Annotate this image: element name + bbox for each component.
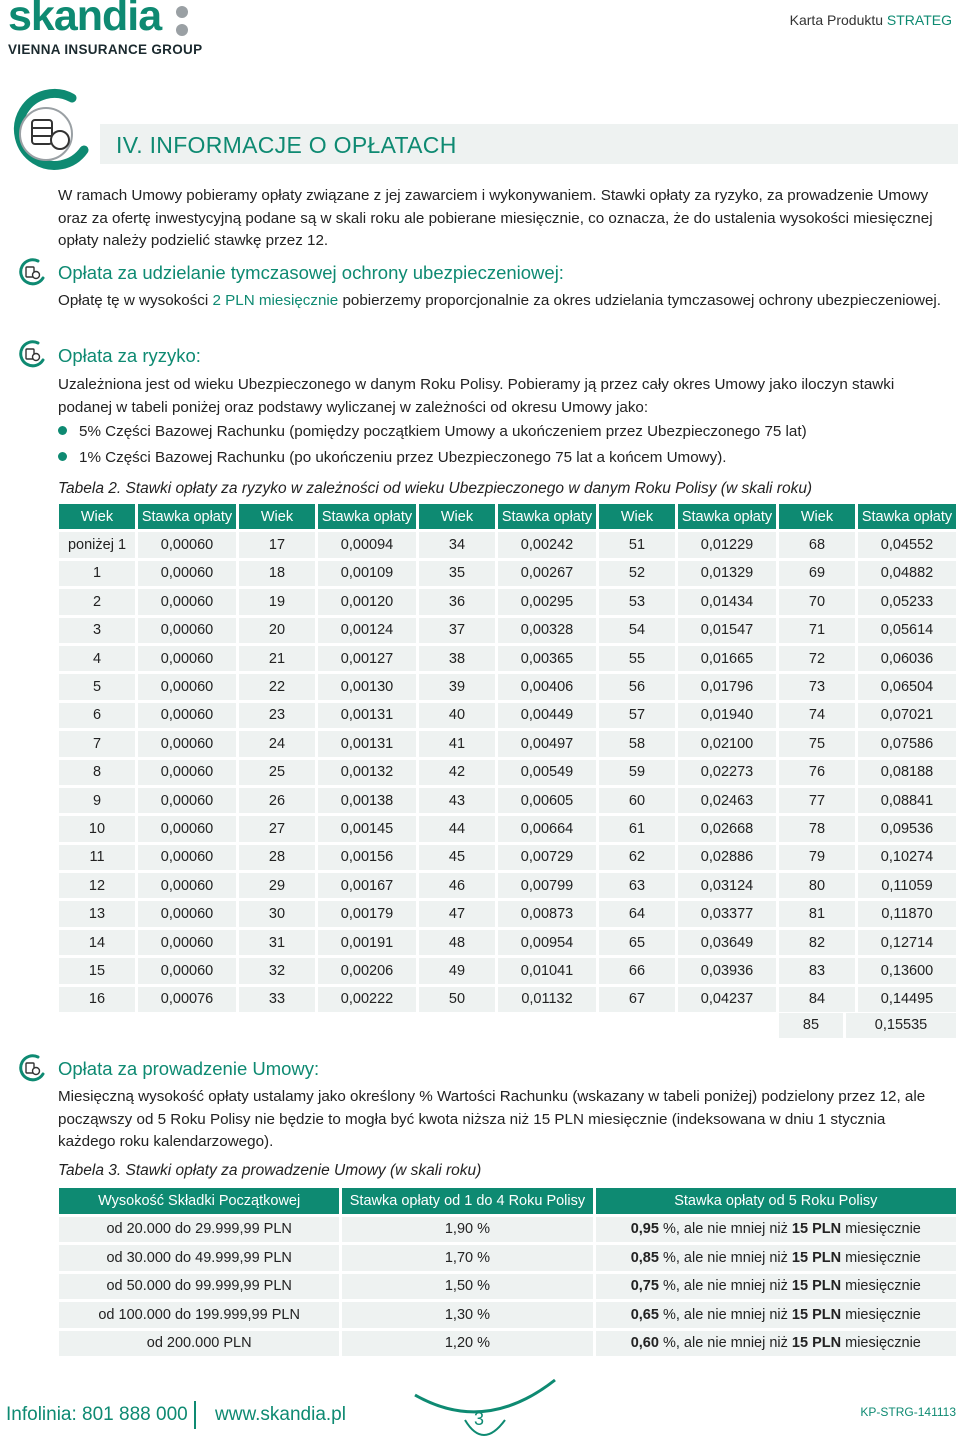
table-cell: 0,03124 [678, 873, 776, 898]
table-cell: 83 [779, 958, 855, 983]
table-cell: 36 [419, 589, 495, 614]
table-cell: 0,00156 [318, 845, 416, 870]
table-header-cell: Wiek [59, 504, 135, 529]
table-cell [596, 1302, 956, 1328]
later-amt: 15 PLN [791, 1278, 842, 1295]
table-cell: 0,00060 [138, 873, 236, 898]
table-cell: 0,09536 [858, 816, 956, 841]
table-cell: 0,00295 [498, 589, 596, 614]
table-cell: od 50.000 do 99.999,99 PLN [59, 1274, 339, 1300]
doc-label-text: Karta Produktu [789, 12, 884, 28]
table-cell: 15 [59, 958, 135, 983]
later-mid: %, ale nie mniej niż [658, 1249, 792, 1266]
table-header-cell: Wiek [779, 504, 855, 529]
table-cell: 0,02886 [678, 845, 776, 870]
table-cell: 0,08841 [858, 788, 956, 813]
table-header-cell: Wysokość Składki Początkowej [59, 1188, 339, 1214]
table-cell: 55 [599, 646, 675, 671]
fee3-heading: Opłata za prowadzenie Umowy: [58, 1058, 320, 1079]
skandia-logo [8, 0, 203, 62]
table-cell: 11 [59, 845, 135, 870]
table-cell: 69 [779, 561, 855, 586]
table-header-row [59, 504, 956, 529]
table-row [59, 1245, 956, 1271]
later-end: miesięcznie [841, 1335, 921, 1352]
footer-url-link[interactable]: www.skandia.pl [215, 1404, 346, 1425]
table-cell: 19 [239, 589, 315, 614]
fee2-paragraph: Uzależniona jest od wieku Ubezpieczonego w danym Roku Polisy. Pobieramy ją przez cały okres Umowy jako iloczyn stawki podanej w tabeli poniżej oraz podstawy wyliczanej w zależności od okresu Umowy jako: [58, 376, 895, 416]
table-cell: 0,00127 [318, 646, 416, 671]
table-cell: 41 [419, 731, 495, 756]
table-cell: 0,00060 [138, 703, 236, 728]
table-cell: 0,01229 [678, 532, 776, 557]
table-cell: 42 [419, 760, 495, 785]
table-row [59, 703, 956, 728]
table-cell: 48 [419, 930, 495, 955]
table-cell: 53 [599, 589, 675, 614]
table-cell: 74 [779, 703, 855, 728]
table-cell: 50 [419, 987, 495, 1012]
table-cell: 71 [779, 618, 855, 643]
table-cell: 0,00206 [318, 958, 416, 983]
later-pct: 0,85 [630, 1249, 659, 1266]
table-cell: 45 [419, 845, 495, 870]
table-cell: 7 [59, 731, 135, 756]
table-row [59, 618, 956, 643]
doc-label [790, 12, 952, 28]
table-cell: 6 [59, 703, 135, 728]
table-cell: 47 [419, 901, 495, 926]
table-cell: 1,90 % [342, 1217, 592, 1243]
fee1-highlight: 2 PLN miesięcznie [212, 292, 339, 309]
fee1-text-before: Opłatę tę w wysokości [58, 292, 213, 309]
table-cell: 0,11059 [858, 873, 956, 898]
table-cell [596, 1331, 956, 1357]
table-cell: 0,00799 [498, 873, 596, 898]
table-cell: 70 [779, 589, 855, 614]
table-row [59, 930, 956, 955]
table-cell: 84 [779, 987, 855, 1012]
table-cell: 5 [59, 674, 135, 699]
table-cell: 13 [59, 901, 135, 926]
table-cell [596, 1217, 956, 1243]
table-row [59, 987, 956, 1012]
table-cell: od 30.000 do 49.999,99 PLN [59, 1245, 339, 1271]
table-cell: 0,00060 [138, 788, 236, 813]
table-cell: 18 [239, 561, 315, 586]
table-cell: 24 [239, 731, 315, 756]
table-cell: 0,06036 [858, 646, 956, 671]
table-row [59, 1274, 956, 1300]
table-cell: 0,04552 [858, 532, 956, 557]
table-cell: 0,00076 [138, 987, 236, 1012]
table-cell: 4 [59, 646, 135, 671]
table-cell: 9 [59, 788, 135, 813]
later-end: miesięcznie [841, 1221, 921, 1238]
table-cell: 8 [59, 760, 135, 785]
table-cell: 0,02100 [678, 731, 776, 756]
table-cell: 23 [239, 703, 315, 728]
table-cell: 54 [599, 618, 675, 643]
table-cell: 12 [59, 873, 135, 898]
risk-rate-table [56, 501, 959, 1015]
table-cell: 0,00549 [498, 760, 596, 785]
later-end: miesięcznie [841, 1278, 921, 1295]
table-cell: 79 [779, 845, 855, 870]
table-cell: 0,00060 [138, 816, 236, 841]
table-header-cell: Stawka opłaty [678, 504, 776, 529]
table-cell: 0,00406 [498, 674, 596, 699]
table-header-cell: Wiek [419, 504, 495, 529]
table-cell: 46 [419, 873, 495, 898]
table-cell: 65 [599, 930, 675, 955]
table-cell: 67 [599, 987, 675, 1012]
table-cell: 59 [599, 760, 675, 785]
fee1-heading: Opłata za udzielanie tymczasowej ochrony ubezpieczeniowej: [58, 262, 564, 283]
coins-icon [10, 88, 100, 178]
table-cell: 0,03936 [678, 958, 776, 983]
table-header-cell: Wiek [239, 504, 315, 529]
table-cell: 43 [419, 788, 495, 813]
bullet-dot-icon [58, 426, 67, 435]
footer-infolinia: Infolinia: 801 888 000 [6, 1404, 188, 1425]
table-cell: 0,00605 [498, 788, 596, 813]
table-header-row [59, 1188, 956, 1214]
table-cell: 77 [779, 788, 855, 813]
table-cell: 0,00954 [498, 930, 596, 955]
table-cell: 66 [599, 958, 675, 983]
table-cell: 44 [419, 816, 495, 841]
later-amt: 15 PLN [791, 1249, 842, 1266]
later-pct: 0,60 [630, 1335, 659, 1352]
table2-caption: Tabela 2. Stawki opłaty za ryzyko w zależności od wieku Ubezpieczonego w danym Roku Polisy (w skali roku) [58, 480, 813, 497]
table-cell: 22 [239, 674, 315, 699]
table-cell: 29 [239, 873, 315, 898]
table-cell: 0,05233 [858, 589, 956, 614]
table-cell: 17 [239, 532, 315, 557]
table-cell: 0,00365 [498, 646, 596, 671]
table-header-cell: Stawka opłaty [318, 504, 416, 529]
table-cell: 0,00729 [498, 845, 596, 870]
table-row [59, 873, 956, 898]
table-cell: 76 [779, 760, 855, 785]
table-cell: 1,30 % [342, 1302, 592, 1328]
table-cell: 0,00131 [318, 731, 416, 756]
table-cell: 0,00060 [138, 930, 236, 955]
table-cell: 0,03377 [678, 901, 776, 926]
later-mid: %, ale nie mniej niż [658, 1278, 792, 1295]
coins-icon [18, 1054, 48, 1082]
table-cell: 31 [239, 930, 315, 955]
table-cell: 0,01132 [498, 987, 596, 1012]
table-cell: 0,12714 [858, 930, 956, 955]
table-cell: 38 [419, 646, 495, 671]
table-cell: 60 [599, 788, 675, 813]
table-cell: 0,00124 [318, 618, 416, 643]
table-row-extra [779, 1013, 956, 1038]
table-cell: 72 [779, 646, 855, 671]
admin-fee-table [56, 1185, 959, 1359]
coins-icon [18, 258, 48, 286]
table-header-cell: Stawka opłaty od 1 do 4 Roku Polisy [342, 1188, 592, 1214]
table-row [59, 532, 956, 557]
table-cell: 51 [599, 532, 675, 557]
table-cell: 64 [599, 901, 675, 926]
table-cell: 0,00094 [318, 532, 416, 557]
table-row [59, 901, 956, 926]
table-cell: 0,13600 [858, 958, 956, 983]
table-cell: 0,01329 [678, 561, 776, 586]
table-cell: 61 [599, 816, 675, 841]
table-cell: 0,04237 [678, 987, 776, 1012]
later-amt: 15 PLN [791, 1335, 842, 1352]
table-row [59, 788, 956, 813]
table-cell: 0,00060 [138, 901, 236, 926]
table-row [59, 958, 956, 983]
later-mid: %, ale nie mniej niż [658, 1221, 792, 1238]
table-row [59, 845, 956, 870]
page-number: 3 [474, 1409, 485, 1429]
table-cell: 0,15535 [846, 1013, 956, 1038]
table-cell: poniżej 1 [59, 532, 135, 557]
table-cell: 0,04882 [858, 561, 956, 586]
table-cell: 0,00060 [138, 845, 236, 870]
table-cell: 0,00267 [498, 561, 596, 586]
table-cell: 75 [779, 731, 855, 756]
table-cell: 49 [419, 958, 495, 983]
table-cell: 0,00060 [138, 618, 236, 643]
table-row [59, 561, 956, 586]
table-row [59, 816, 956, 841]
table-cell [596, 1274, 956, 1300]
table-cell: 0,01434 [678, 589, 776, 614]
table-cell: 14 [59, 930, 135, 955]
footer-doc-code: KP-STRG-141113 [860, 1405, 956, 1419]
later-amt: 15 PLN [791, 1221, 842, 1238]
table-cell: 0,00145 [318, 816, 416, 841]
table-cell: 0,00060 [138, 646, 236, 671]
table-cell: 0,05614 [858, 618, 956, 643]
table-cell: 0,06504 [858, 674, 956, 699]
table-cell: 0,00060 [138, 532, 236, 557]
table-row [59, 589, 956, 614]
table-cell: 0,03649 [678, 930, 776, 955]
logo-word: skandia [8, 0, 162, 40]
table-cell: 33 [239, 987, 315, 1012]
coins-icon [18, 340, 48, 368]
section-title: IV. INFORMACJE O OPŁATACH [116, 132, 457, 158]
doc-product: STRATEG [886, 12, 952, 28]
table-cell: 2 [59, 589, 135, 614]
table3-caption: Tabela 3. Stawki opłaty za prowadzenie Umowy (w skali roku) [58, 1162, 482, 1179]
table-cell: 28 [239, 845, 315, 870]
table-cell: 0,01547 [678, 618, 776, 643]
later-pct: 0,95 [630, 1221, 659, 1238]
table-header-cell: Wiek [599, 504, 675, 529]
later-amt: 15 PLN [791, 1306, 842, 1323]
table-cell: 37 [419, 618, 495, 643]
bullet-item [58, 423, 807, 440]
later-pct: 0,75 [630, 1278, 659, 1295]
fee2-heading: Opłata za ryzyko: [58, 345, 201, 366]
table-cell: 0,01041 [498, 958, 596, 983]
table-cell: 0,00060 [138, 561, 236, 586]
table-header-cell: Stawka opłaty [858, 504, 956, 529]
footer-divider [194, 1401, 196, 1429]
table-cell: 25 [239, 760, 315, 785]
table-cell [596, 1245, 956, 1271]
table-cell: 73 [779, 674, 855, 699]
table-cell: 0,02273 [678, 760, 776, 785]
table-cell: 52 [599, 561, 675, 586]
table-cell: 0,00060 [138, 731, 236, 756]
table-header-cell: Stawka opłaty [498, 504, 596, 529]
table-cell: 62 [599, 845, 675, 870]
later-end: miesięcznie [841, 1306, 921, 1323]
table-cell: 68 [779, 532, 855, 557]
table-cell: 57 [599, 703, 675, 728]
table-cell: 0,00328 [498, 618, 596, 643]
table-cell: 30 [239, 901, 315, 926]
fee1-text-after: pobierzemy proporcjonalnie za okres udzielania tymczasowej ochrony ubezpieczeniowej. [338, 292, 942, 309]
table-cell: 35 [419, 561, 495, 586]
table-cell: 0,00242 [498, 532, 596, 557]
table-cell: 16 [59, 987, 135, 1012]
table-cell: 0,00131 [318, 703, 416, 728]
table-row [59, 1217, 956, 1243]
table-cell: 0,00060 [138, 760, 236, 785]
table-cell: 0,00497 [498, 731, 596, 756]
table-cell: 20 [239, 618, 315, 643]
table-cell: 27 [239, 816, 315, 841]
table-row [59, 1302, 956, 1328]
table-row [59, 760, 956, 785]
table-cell: 0,01665 [678, 646, 776, 671]
table-cell: 78 [779, 816, 855, 841]
table-cell: 0,01940 [678, 703, 776, 728]
bullet-dot-icon [58, 452, 67, 461]
table-cell: 56 [599, 674, 675, 699]
table-cell: 0,00060 [138, 958, 236, 983]
table-cell: 0,07021 [858, 703, 956, 728]
bullet-item [58, 449, 726, 466]
table-cell: 1,20 % [342, 1331, 592, 1357]
table-cell: 40 [419, 703, 495, 728]
later-pct: 0,65 [630, 1306, 659, 1323]
table-cell: 0,00873 [498, 901, 596, 926]
table-cell: 0,00179 [318, 901, 416, 926]
table-cell: 0,00664 [498, 816, 596, 841]
logo-dots-icon [176, 6, 188, 42]
table-cell: 0,11870 [858, 901, 956, 926]
table-cell: 10 [59, 816, 135, 841]
table-cell: 0,00222 [318, 987, 416, 1012]
table-cell: 0,00109 [318, 561, 416, 586]
table-cell: od 200.000 PLN [59, 1331, 339, 1357]
table-cell: od 20.000 do 29.999,99 PLN [59, 1217, 339, 1243]
table-cell: 0,02463 [678, 788, 776, 813]
table-header-cell: Stawka opłaty [138, 504, 236, 529]
table-cell: 21 [239, 646, 315, 671]
table-cell: 0,00120 [318, 589, 416, 614]
table-cell: 0,08188 [858, 760, 956, 785]
table-cell: 1,70 % [342, 1245, 592, 1271]
table-cell: 34 [419, 532, 495, 557]
table-row [59, 674, 956, 699]
bullet-text: 1% Części Bazowej Rachunku (po ukończeniu przez Ubezpieczonego 75 lat a końcem Umowy). [79, 449, 727, 466]
table-cell: 0,01796 [678, 674, 776, 699]
table-row [59, 1331, 956, 1357]
table-cell: 63 [599, 873, 675, 898]
bullet-text: 5% Części Bazowej Rachunku (pomiędzy początkiem Umowy a ukończeniem przez Ubezpieczonego 75 lat) [79, 423, 807, 440]
table-cell: 0,00167 [318, 873, 416, 898]
fee1-paragraph [58, 290, 943, 313]
table-cell: 81 [779, 901, 855, 926]
table-cell: 85 [779, 1013, 843, 1038]
table-cell: 80 [779, 873, 855, 898]
table-cell: 0,00130 [318, 674, 416, 699]
fee3-paragraph: Miesięczną wysokość opłaty ustalamy jako określony % Wartości Rachunku (wskazany w tabeli poniżej) podzielony przez 12, ale począwszy od 5 Roku Polisy nie będzie to mogła być kwota niższa niż 15 PLN miesięcznie (indeksowana w dniu 1 stycznia każdego roku kalendarzowego). [58, 1088, 926, 1150]
logo-subtitle: VIENNA INSURANCE GROUP [8, 42, 203, 57]
table-cell: 0,00191 [318, 930, 416, 955]
table-cell: 0,00060 [138, 674, 236, 699]
table-cell: 32 [239, 958, 315, 983]
table-cell: 82 [779, 930, 855, 955]
table-cell: 3 [59, 618, 135, 643]
table-cell: 58 [599, 731, 675, 756]
table-cell: 0,07586 [858, 731, 956, 756]
intro-paragraph: W ramach Umowy pobieramy opłaty związane z jej zawarciem i wykonywaniem. Stawki opłaty za ryzyko, za prowadzenie Umowy oraz za ofertę inwestycyjną podane są w skali roku ale pobierane miesięcznie, co oznacza, że do ustalenia wysokości miesięcznej opłaty należy podzielić stawkę przez 12. [58, 187, 933, 249]
table-cell: 39 [419, 674, 495, 699]
table-cell: od 100.000 do 199.999,99 PLN [59, 1302, 339, 1328]
table-cell: 1,50 % [342, 1274, 592, 1300]
table-row [59, 731, 956, 756]
table-row [59, 646, 956, 671]
table-cell: 0,10274 [858, 845, 956, 870]
later-mid: %, ale nie mniej niż [658, 1306, 792, 1323]
table-cell: 0,14495 [858, 987, 956, 1012]
table-cell: 26 [239, 788, 315, 813]
table-cell: 0,00132 [318, 760, 416, 785]
later-mid: %, ale nie mniej niż [658, 1335, 792, 1352]
table-header-cell: Stawka opłaty od 5 Roku Polisy [596, 1188, 956, 1214]
table-cell: 1 [59, 561, 135, 586]
table-cell: 0,00449 [498, 703, 596, 728]
table-cell: 0,00138 [318, 788, 416, 813]
table-cell: 0,02668 [678, 816, 776, 841]
table-cell: 0,00060 [138, 589, 236, 614]
later-end: miesięcznie [841, 1249, 921, 1266]
